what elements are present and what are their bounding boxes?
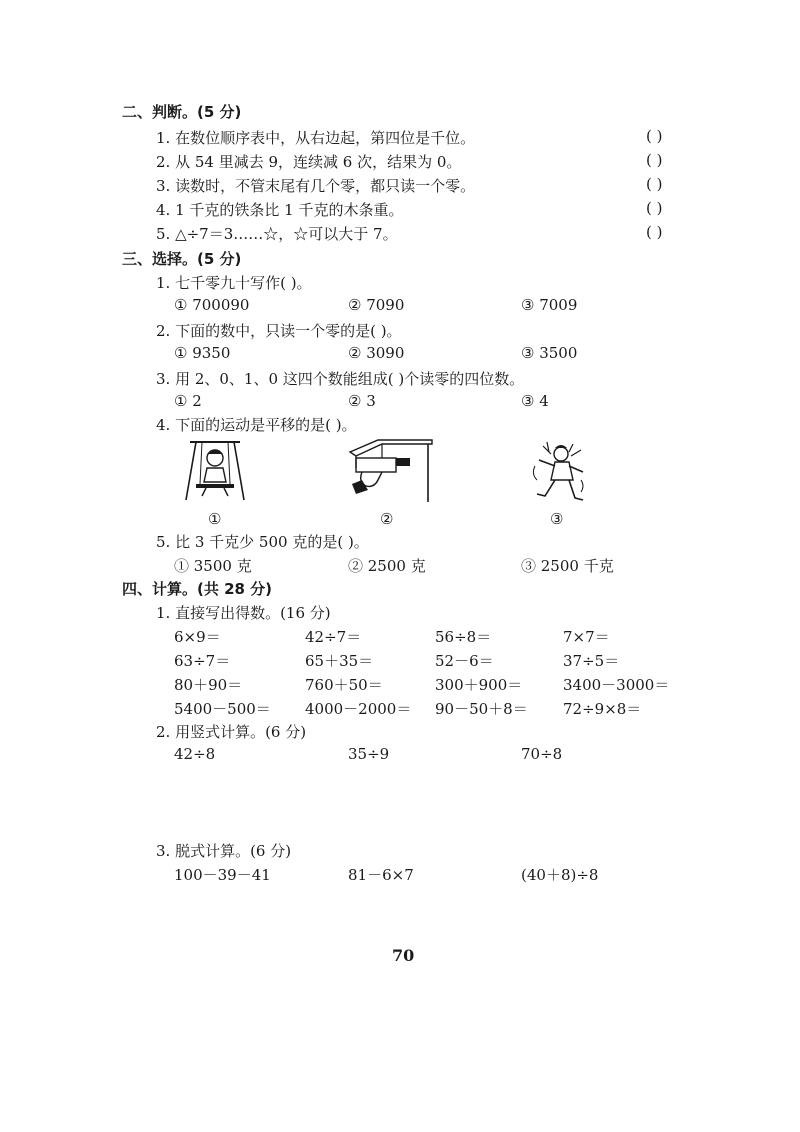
judge-answer-2[interactable]: ( ) — [646, 151, 663, 169]
choice-1-option-2[interactable]: ② 7090 — [348, 296, 405, 314]
direct-expr: 3400－3000＝ — [563, 676, 670, 694]
stepwise-calc-title: 3. 脱式计算。(6 分) — [156, 842, 292, 860]
vertical-expr-2: 35÷9 — [348, 745, 390, 763]
direct-expr: 4000－2000＝ — [305, 700, 412, 718]
direct-expr: 80＋90＝ — [174, 676, 243, 694]
judge-item-5: 5. △÷7＝3……☆，☆可以大于 7。 — [156, 225, 398, 243]
choice-3-option-2[interactable]: ② 3 — [348, 392, 376, 410]
vertical-expr-1: 42÷8 — [174, 745, 216, 763]
section-choice-title: 三、选择。(5 分) — [122, 250, 242, 268]
choice-question-4: 4. 下面的运动是平移的是( )。 — [156, 416, 357, 434]
direct-expr: 65＋35＝ — [305, 652, 374, 670]
choice-question-5: 5. 比 3 千克少 500 克的是( )。 — [156, 533, 369, 551]
stepwise-expr-3: (40＋8)÷8 — [521, 866, 599, 884]
vertical-calc-title: 2. 用竖式计算。(6 分) — [156, 723, 307, 741]
judge-item-2: 2. 从 54 里减去 9，连续减 6 次，结果为 0。 — [156, 153, 462, 171]
section-judge-title: 二、判断。(5 分) — [122, 103, 242, 121]
direct-expr: 63÷7＝ — [174, 652, 231, 670]
direct-calc-title: 1. 直接写出得数。(16 分) — [156, 604, 331, 622]
choice-2-option-2[interactable]: ② 3090 — [348, 344, 405, 362]
judge-answer-3[interactable]: ( ) — [646, 175, 663, 193]
choice-3-option-1[interactable]: ① 2 — [174, 392, 202, 410]
choice-5-option-1[interactable]: ① 3500 克 — [174, 557, 252, 575]
choice-1-option-1[interactable]: ① 700090 — [174, 296, 250, 314]
direct-expr: 7×7＝ — [563, 628, 610, 646]
illustration-label-1[interactable]: ① — [208, 510, 222, 528]
direct-expr: 90－50＋8＝ — [435, 700, 528, 718]
judge-answer-5[interactable]: ( ) — [646, 223, 663, 241]
judge-answer-4[interactable]: ( ) — [646, 199, 663, 217]
stepwise-expr-1: 100－39－41 — [174, 866, 271, 884]
choice-1-option-3[interactable]: ③ 7009 — [521, 296, 578, 314]
judge-item-4: 4. 1 千克的铁条比 1 千克的木条重。 — [156, 201, 404, 219]
judge-item-1: 1. 在数位顺序表中，从右边起，第四位是千位。 — [156, 129, 476, 147]
direct-expr: 5400－500＝ — [174, 700, 271, 718]
direct-expr: 300＋900＝ — [435, 676, 523, 694]
stepwise-expr-2: 81－6×7 — [348, 866, 414, 884]
choice-question-1: 1. 七千零九十写作( )。 — [156, 274, 312, 292]
swing-illustration[interactable] — [180, 438, 250, 508]
choice-2-option-3[interactable]: ③ 3500 — [521, 344, 578, 362]
direct-expr: 56÷8＝ — [435, 628, 492, 646]
direct-expr: 42÷7＝ — [305, 628, 362, 646]
section-calc-title: 四、计算。(共 28 分) — [122, 580, 273, 598]
choice-5-option-2[interactable]: ② 2500 克 — [348, 557, 426, 575]
choice-question-2: 2. 下面的数中，只读一个零的是( )。 — [156, 322, 402, 340]
spinning-child-illustration[interactable] — [525, 440, 591, 504]
choice-question-3: 3. 用 2、0、1、0 这四个数能组成( )个读零的四位数。 — [156, 370, 525, 388]
drawer-illustration[interactable] — [348, 438, 434, 504]
choice-5-option-3[interactable]: ③ 2500 千克 — [521, 557, 614, 575]
direct-expr: 37÷5＝ — [563, 652, 620, 670]
vertical-expr-3: 70÷8 — [521, 745, 563, 763]
choice-2-option-1[interactable]: ① 9350 — [174, 344, 231, 362]
direct-expr: 6×9＝ — [174, 628, 221, 646]
illustration-label-2[interactable]: ② — [380, 510, 394, 528]
judge-item-3: 3. 读数时，不管末尾有几个零，都只读一个零。 — [156, 177, 476, 195]
choice-3-option-3[interactable]: ③ 4 — [521, 392, 549, 410]
illustration-label-3[interactable]: ③ — [550, 510, 564, 528]
direct-expr: 72÷9×8＝ — [563, 700, 642, 718]
judge-answer-1[interactable]: ( ) — [646, 127, 663, 145]
direct-expr: 760＋50＝ — [305, 676, 383, 694]
direct-expr: 52－6＝ — [435, 652, 494, 670]
page-number: 70 — [392, 946, 415, 965]
